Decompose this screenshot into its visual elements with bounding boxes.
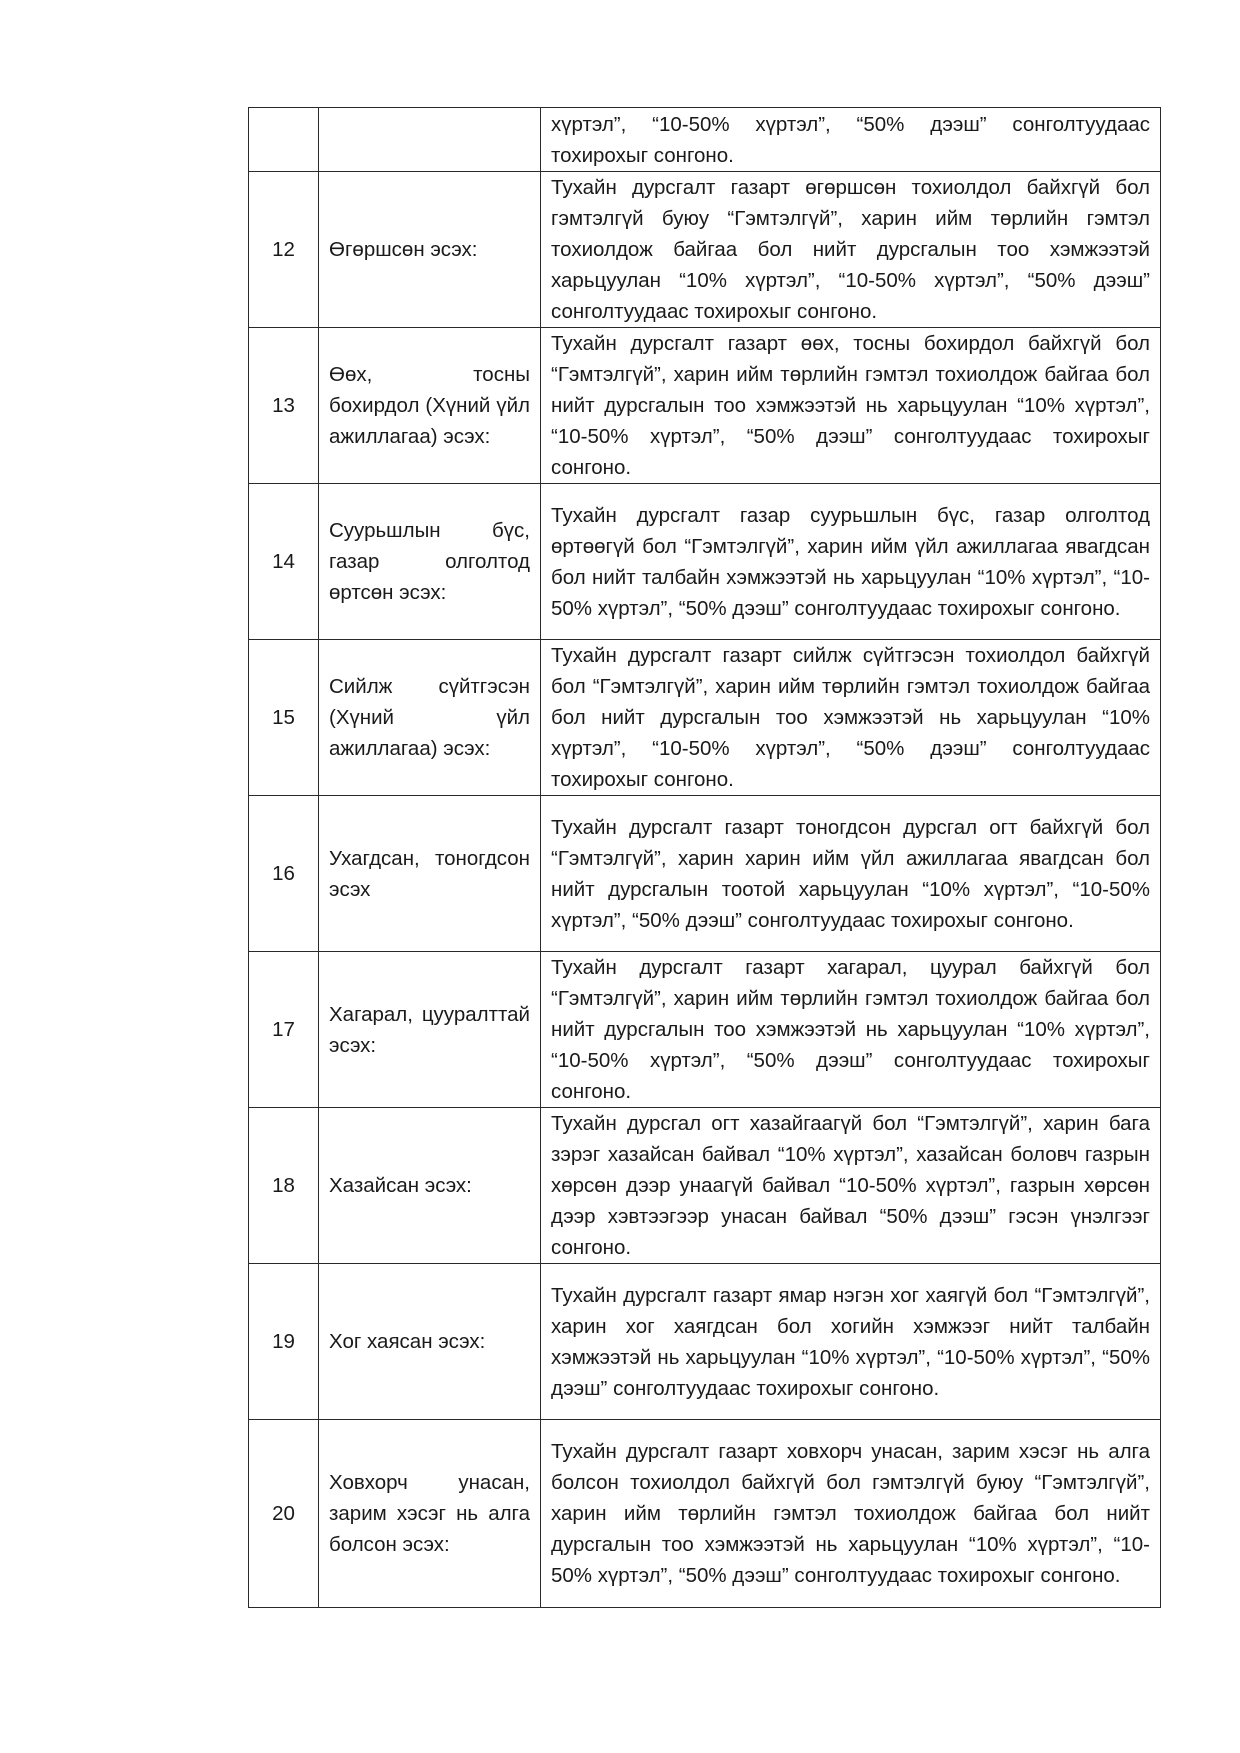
criterion-description: Тухайн дурсгалт газар суурьшлын бүс, газар олголтод өртөөгүй бол “Гэмтэлгүй”, харин ийм үйл ажиллагаа явагдсан бол нийт талбайн хэмжээтэй нь харьцуулан “10% хүртэл”, “10-50% хүртэл”, “50% дээш” сонголтуудаас тохирохыг сонгоно. xyxy=(541,484,1161,640)
criterion-description: Тухайн дурсгалт газарт сийлж сүйтгэсэн тохиолдол байхгүй бол “Гэмтэлгүй”, харин ийм төрлийн гэмтэл тохиолдож байгаа бол нийт дурсгалын тоо хэмжээтэй нь харьцуулан “10% хүртэл”, “10-50% хүртэл”, “50% дээш” сонголтуудаас тохирохыг сонгоно. xyxy=(541,640,1161,796)
criterion-name: Хазайсан эсэх: xyxy=(319,1108,541,1264)
criterion-description: Тухайн дурсгалт газарт ямар нэгэн хог хаягүй бол “Гэмтэлгүй”, харин хог хаягдсан бол хогийн хэмжээг нийт талбайн хэмжээтэй нь харьцуулан “10% хүртэл”, “10-50% хүртэл”, “50% дээш” сонголтуудаас тохирохыг сонгоно. xyxy=(541,1264,1161,1420)
criterion-name xyxy=(319,108,541,172)
criterion-name: Хог хаясан эсэх: xyxy=(319,1264,541,1420)
row-number: 17 xyxy=(249,952,319,1108)
table-row xyxy=(249,952,1161,1108)
row-number: 12 xyxy=(249,172,319,328)
criterion-description: Тухайн дурсгалт газарт өөх, тосны бохирдол байхгүй бол “Гэмтэлгүй”, харин ийм төрлийн гэмтэл тохиолдож байгаа бол нийт дурсгалын тоо хэмжээтэй нь харьцуулан “10% хүртэл”, “10-50% хүртэл”, “50% дээш” сонголтуудаас тохирохыг сонгоно. xyxy=(541,328,1161,484)
table-row xyxy=(249,328,1161,484)
criterion-name: Сийлж сүйтгэсэн (Хүний үйл ажиллагаа) эсэх: xyxy=(319,640,541,796)
table-row xyxy=(249,1264,1161,1420)
criterion-name: Өгөршсөн эсэх: xyxy=(319,172,541,328)
criterion-name: Суурьшлын бүс, газар олголтод өртсөн эсэх: xyxy=(319,484,541,640)
criterion-description: Тухайн дурсгалт газарт өгөршсөн тохиолдол байхгүй бол гэмтэлгүй буюу “Гэмтэлгүй”, харин ийм төрлийн гэмтэл тохиолдож байгаа бол нийт дурсгалын тоо хэмжээтэй харьцуулан “10% хүртэл”, “10-50% хүртэл”, “50% дээш” сонголтуудаас тохирохыг сонгоно. xyxy=(541,172,1161,328)
table-row xyxy=(249,484,1161,640)
criterion-name: Ховхорч унасан, зарим хэсэг нь алга болсон эсэх: xyxy=(319,1420,541,1608)
criterion-name: Хагарал, цууралттай эсэх: xyxy=(319,952,541,1108)
criterion-name: Ухагдсан, тоногдсон эсэх xyxy=(319,796,541,952)
criterion-description: Тухайн дурсгал огт хазайгаагүй бол “Гэмтэлгүй”, харин бага зэрэг хазайсан байвал “10% хүртэл”, хазайсан боловч газрын хөрсөн дээр унаагүй байвал “10-50% хүртэл”, газрын хөрсөн дээр хэвтээгээр унасан байвал “50% дээш” гэсэн үнэлгээг сонгоно. xyxy=(541,1108,1161,1264)
table-row xyxy=(249,1420,1161,1608)
assessment-table xyxy=(248,107,1161,1608)
row-number xyxy=(249,108,319,172)
row-number: 18 xyxy=(249,1108,319,1264)
criterion-description: Тухайн дурсгалт газарт хагарал, цуурал байхгүй бол “Гэмтэлгүй”, харин ийм төрлийн гэмтэл тохиолдож байгаа бол нийт дурсгалын тоо хэмжээтэй нь харьцуулан “10% хүртэл”, “10-50% хүртэл”, “50% дээш” сонголтуудаас тохирохыг сонгоно. xyxy=(541,952,1161,1108)
table-row xyxy=(249,108,1161,172)
row-number: 15 xyxy=(249,640,319,796)
table-row xyxy=(249,1108,1161,1264)
row-number: 19 xyxy=(249,1264,319,1420)
table-row xyxy=(249,796,1161,952)
row-number: 20 xyxy=(249,1420,319,1608)
criterion-description: Тухайн дурсгалт газарт ховхорч унасан, зарим хэсэг нь алга болсон тохиолдол байхгүй бол гэмтэлгүй буюу “Гэмтэлгүй”, харин ийм төрлийн гэмтэл тохиолдож байгаа бол нийт дурсгалын тоо хэмжээтэй нь харьцуулан “10% хүртэл”, “10-50% хүртэл”, “50% дээш” сонголтуудаас тохирохыг сонгоно. xyxy=(541,1420,1161,1608)
criterion-name: Өөх, тосны бохирдол (Хүний үйл ажиллагаа) эсэх: xyxy=(319,328,541,484)
table-row xyxy=(249,172,1161,328)
row-number: 14 xyxy=(249,484,319,640)
row-number: 13 xyxy=(249,328,319,484)
table-row xyxy=(249,640,1161,796)
row-number: 16 xyxy=(249,796,319,952)
criterion-description: Тухайн дурсгалт газарт тоногдсон дурсгал огт байхгүй бол “Гэмтэлгүй”, харин харин ийм үйл ажиллагаа явагдсан бол нийт дурсгалын тоотой харьцуулан “10% хүртэл”, “10-50% хүртэл”, “50% дээш” сонголтуудаас тохирохыг сонгоно. xyxy=(541,796,1161,952)
criterion-description: хүртэл”, “10-50% хүртэл”, “50% дээш” сонголтуудаас тохирохыг сонгоно. xyxy=(541,108,1161,172)
